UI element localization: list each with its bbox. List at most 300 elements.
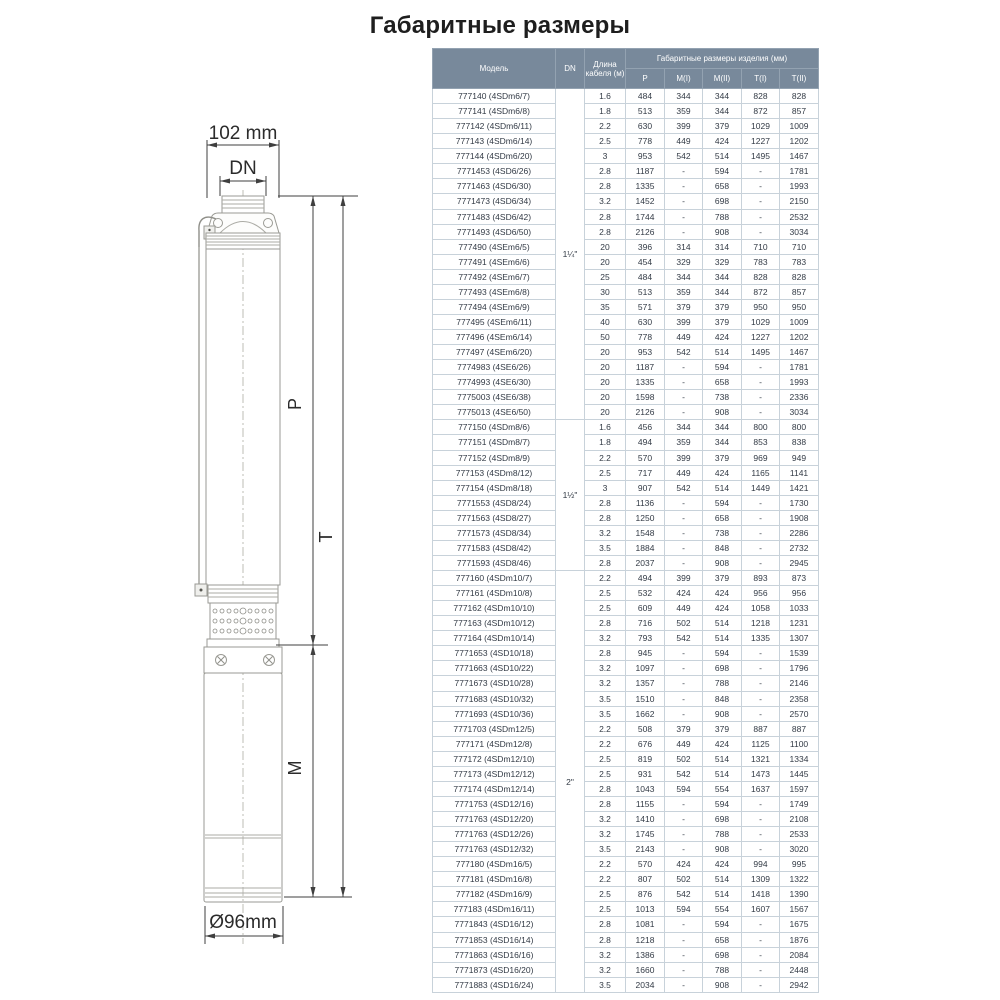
cell-value: 396 bbox=[626, 239, 665, 254]
cell-value: 716 bbox=[626, 616, 665, 631]
cell-value: - bbox=[742, 510, 780, 525]
cell-value: - bbox=[665, 977, 703, 992]
cell-value: 508 bbox=[626, 721, 665, 736]
table-row bbox=[433, 194, 819, 209]
cell-value: 1029 bbox=[742, 119, 780, 134]
cell-value: 2037 bbox=[626, 555, 665, 570]
cell-model: 7774993 (4SE6/30) bbox=[433, 375, 556, 390]
cell-value: - bbox=[742, 209, 780, 224]
cell-value: 1155 bbox=[626, 796, 665, 811]
cell-value: 2358 bbox=[780, 691, 819, 706]
table-row bbox=[433, 330, 819, 345]
cell-cable-length: 3.2 bbox=[585, 194, 626, 209]
table-row bbox=[433, 887, 819, 902]
cell-value: - bbox=[742, 405, 780, 420]
page-title: Габаритные размеры bbox=[369, 12, 631, 39]
cell-value: 1141 bbox=[780, 465, 819, 480]
table-row bbox=[433, 435, 819, 450]
cell-value: - bbox=[742, 555, 780, 570]
header-sub-0: P bbox=[626, 69, 665, 89]
cell-value: - bbox=[665, 510, 703, 525]
cell-value: 1335 bbox=[742, 631, 780, 646]
cell-value: 1597 bbox=[780, 781, 819, 796]
cell-value: - bbox=[742, 360, 780, 375]
table-row bbox=[433, 571, 819, 586]
cell-value: 893 bbox=[742, 571, 780, 586]
cell-value: 1637 bbox=[742, 781, 780, 796]
cell-model: 7771473 (4SD6/34) bbox=[433, 194, 556, 209]
cell-value: 594 bbox=[665, 902, 703, 917]
cell-value: 2286 bbox=[780, 525, 819, 540]
cell-cable-length: 2.8 bbox=[585, 510, 626, 525]
cell-value: - bbox=[742, 375, 780, 390]
table-row bbox=[433, 932, 819, 947]
cell-value: 344 bbox=[703, 284, 742, 299]
cell-value: 554 bbox=[703, 902, 742, 917]
cell-value: 872 bbox=[742, 104, 780, 119]
cell-value: 514 bbox=[703, 345, 742, 360]
dim-port-label: DN bbox=[229, 158, 257, 179]
cell-cable-length: 2.5 bbox=[585, 601, 626, 616]
cell-cable-length: 2.8 bbox=[585, 796, 626, 811]
cell-value: 738 bbox=[703, 390, 742, 405]
cell-value: 1357 bbox=[626, 676, 665, 691]
table-row bbox=[433, 104, 819, 119]
cell-cable-length: 2.5 bbox=[585, 465, 626, 480]
cell-value: 788 bbox=[703, 209, 742, 224]
cell-value: 828 bbox=[742, 89, 780, 104]
cell-model: 777180 (4SDm16/5) bbox=[433, 857, 556, 872]
cell-value: 359 bbox=[665, 104, 703, 119]
cell-value: - bbox=[665, 525, 703, 540]
cell-value: - bbox=[665, 917, 703, 932]
cell-value: 514 bbox=[703, 149, 742, 164]
cell-cable-length: 20 bbox=[585, 239, 626, 254]
cell-value: 379 bbox=[665, 299, 703, 314]
cell-value: 1100 bbox=[780, 736, 819, 751]
cell-value: 379 bbox=[703, 119, 742, 134]
cell-model: 7771483 (4SD6/42) bbox=[433, 209, 556, 224]
cell-value: 1744 bbox=[626, 209, 665, 224]
cell-value: - bbox=[665, 676, 703, 691]
cell-value: 1993 bbox=[780, 179, 819, 194]
cell-model: 7771703 (4SDm12/5) bbox=[433, 721, 556, 736]
cell-value: 449 bbox=[665, 330, 703, 345]
table-row bbox=[433, 254, 819, 269]
cell-value: 658 bbox=[703, 179, 742, 194]
cell-value: 1662 bbox=[626, 706, 665, 721]
table-row bbox=[433, 119, 819, 134]
cell-value: 1467 bbox=[780, 345, 819, 360]
cell-value: 1730 bbox=[780, 495, 819, 510]
cell-value: 710 bbox=[780, 239, 819, 254]
cell-model: 777490 (4SEm6/5) bbox=[433, 239, 556, 254]
cell-value: 717 bbox=[626, 465, 665, 480]
cell-model: 777494 (4SEm6/9) bbox=[433, 299, 556, 314]
cell-value: 514 bbox=[703, 616, 742, 631]
table-row bbox=[433, 751, 819, 766]
cell-value: 379 bbox=[665, 721, 703, 736]
cell-value: 956 bbox=[742, 586, 780, 601]
cell-value: 594 bbox=[703, 360, 742, 375]
cell-model: 7775013 (4SE6/50) bbox=[433, 405, 556, 420]
cell-model: 777161 (4SDm10/8) bbox=[433, 586, 556, 601]
cell-value: 857 bbox=[780, 104, 819, 119]
cell-cable-length: 1.6 bbox=[585, 89, 626, 104]
cell-value: 484 bbox=[626, 89, 665, 104]
cell-value: 953 bbox=[626, 149, 665, 164]
cell-value: 828 bbox=[780, 269, 819, 284]
cell-value: 454 bbox=[626, 254, 665, 269]
cell-value: 594 bbox=[703, 796, 742, 811]
cell-value: 783 bbox=[780, 254, 819, 269]
cell-value: 1009 bbox=[780, 314, 819, 329]
cell-cable-length: 25 bbox=[585, 269, 626, 284]
table-row bbox=[433, 796, 819, 811]
cell-value: 1202 bbox=[780, 134, 819, 149]
cell-value: 554 bbox=[703, 781, 742, 796]
table-row bbox=[433, 314, 819, 329]
cell-value: 1452 bbox=[626, 194, 665, 209]
table-row bbox=[433, 857, 819, 872]
cell-value: 359 bbox=[665, 435, 703, 450]
cell-model: 777143 (4SDm6/14) bbox=[433, 134, 556, 149]
cell-value: 838 bbox=[780, 435, 819, 450]
cell-value: - bbox=[742, 932, 780, 947]
table-row bbox=[433, 375, 819, 390]
table-row bbox=[433, 616, 819, 631]
cell-value: 1607 bbox=[742, 902, 780, 917]
cell-value: 1567 bbox=[780, 902, 819, 917]
cell-value: 738 bbox=[703, 525, 742, 540]
cell-value: 344 bbox=[665, 420, 703, 435]
cell-value: 887 bbox=[780, 721, 819, 736]
header-sub-4: T(II) bbox=[780, 69, 819, 89]
cell-value: 1390 bbox=[780, 887, 819, 902]
cell-value: 1660 bbox=[626, 962, 665, 977]
cell-value: 698 bbox=[703, 194, 742, 209]
cell-value: 1218 bbox=[742, 616, 780, 631]
cell-model: 777173 (4SDm12/12) bbox=[433, 766, 556, 781]
cell-value: 1539 bbox=[780, 646, 819, 661]
cell-value: 2533 bbox=[780, 827, 819, 842]
cell-value: - bbox=[665, 540, 703, 555]
table-row bbox=[433, 601, 819, 616]
cell-value: 456 bbox=[626, 420, 665, 435]
dim-t-label: T bbox=[316, 531, 336, 543]
cell-value: 807 bbox=[626, 872, 665, 887]
cell-value: 514 bbox=[703, 872, 742, 887]
cell-model: 777152 (4SDm8/9) bbox=[433, 450, 556, 465]
cell-model: 7771563 (4SD8/27) bbox=[433, 510, 556, 525]
cell-value: 1013 bbox=[626, 902, 665, 917]
cell-value: 514 bbox=[703, 766, 742, 781]
cell-value: - bbox=[665, 947, 703, 962]
cell-cable-length: 1.8 bbox=[585, 435, 626, 450]
cell-value: 1202 bbox=[780, 330, 819, 345]
cell-value: 314 bbox=[665, 239, 703, 254]
cell-model: 777496 (4SEm6/14) bbox=[433, 330, 556, 345]
cell-model: 777492 (4SEm6/7) bbox=[433, 269, 556, 284]
cell-value: 542 bbox=[665, 480, 703, 495]
cell-value: 379 bbox=[703, 450, 742, 465]
cell-value: 449 bbox=[665, 736, 703, 751]
cell-value: 945 bbox=[626, 646, 665, 661]
cell-value: 956 bbox=[780, 586, 819, 601]
cell-value: 1335 bbox=[626, 179, 665, 194]
cell-cable-length: 30 bbox=[585, 284, 626, 299]
cell-value: 1418 bbox=[742, 887, 780, 902]
cell-value: 502 bbox=[665, 872, 703, 887]
table-row bbox=[433, 345, 819, 360]
cell-value: 1495 bbox=[742, 149, 780, 164]
cell-model: 7774983 (4SE6/26) bbox=[433, 360, 556, 375]
table-row bbox=[433, 706, 819, 721]
cell-model: 7771763 (4SD12/32) bbox=[433, 842, 556, 857]
table-row bbox=[433, 827, 819, 842]
cell-value: 1421 bbox=[780, 480, 819, 495]
cell-model: 7771493 (4SD6/50) bbox=[433, 224, 556, 239]
cell-value: 1473 bbox=[742, 766, 780, 781]
cell-cable-length: 50 bbox=[585, 330, 626, 345]
cell-value: 793 bbox=[626, 631, 665, 646]
header-sub-3: T(I) bbox=[742, 69, 780, 89]
cell-value: - bbox=[665, 164, 703, 179]
header-overall-dimensions: Габаритные размеры изделия (мм) bbox=[626, 49, 819, 69]
cell-value: 1410 bbox=[626, 812, 665, 827]
cell-value: 514 bbox=[703, 631, 742, 646]
table-row bbox=[433, 284, 819, 299]
cell-value: 950 bbox=[742, 299, 780, 314]
cell-cable-length: 3.5 bbox=[585, 540, 626, 555]
cell-value: 676 bbox=[626, 736, 665, 751]
cell-value: 1081 bbox=[626, 917, 665, 932]
cell-model: 7771453 (4SD6/26) bbox=[433, 164, 556, 179]
cell-value: 1033 bbox=[780, 601, 819, 616]
cell-value: 513 bbox=[626, 104, 665, 119]
cell-model: 7771763 (4SD12/20) bbox=[433, 812, 556, 827]
cell-model: 7771853 (4SD16/14) bbox=[433, 932, 556, 947]
table-row bbox=[433, 781, 819, 796]
cell-model: 7775003 (4SE6/38) bbox=[433, 390, 556, 405]
cell-value: 1449 bbox=[742, 480, 780, 495]
cell-cable-length: 2.8 bbox=[585, 932, 626, 947]
cell-value: 424 bbox=[703, 330, 742, 345]
cell-value: 1136 bbox=[626, 495, 665, 510]
cell-value: 594 bbox=[665, 781, 703, 796]
cell-value: 449 bbox=[665, 601, 703, 616]
cell-value: 2126 bbox=[626, 224, 665, 239]
cell-cable-length: 3.5 bbox=[585, 842, 626, 857]
table-row bbox=[433, 224, 819, 239]
pump-dimensional-drawing bbox=[170, 108, 400, 970]
cell-value: 594 bbox=[703, 917, 742, 932]
table-row bbox=[433, 360, 819, 375]
cell-value: - bbox=[665, 375, 703, 390]
cell-value: 2084 bbox=[780, 947, 819, 962]
cell-value: 1334 bbox=[780, 751, 819, 766]
cell-value: 542 bbox=[665, 345, 703, 360]
cell-value: 788 bbox=[703, 962, 742, 977]
cell-cable-length: 2.8 bbox=[585, 646, 626, 661]
cell-value: 484 bbox=[626, 269, 665, 284]
table-row bbox=[433, 299, 819, 314]
cell-value: 494 bbox=[626, 571, 665, 586]
cell-cable-length: 1.8 bbox=[585, 104, 626, 119]
cell-value: 907 bbox=[626, 480, 665, 495]
table-row bbox=[433, 917, 819, 932]
cell-value: - bbox=[742, 962, 780, 977]
cell-model: 777144 (4SDm6/20) bbox=[433, 149, 556, 164]
table-row bbox=[433, 555, 819, 570]
cell-cable-length: 2.8 bbox=[585, 917, 626, 932]
cell-model: 777151 (4SDm8/7) bbox=[433, 435, 556, 450]
cell-model: 777150 (4SDm8/6) bbox=[433, 420, 556, 435]
cell-cable-length: 3.2 bbox=[585, 962, 626, 977]
cell-value: 424 bbox=[703, 465, 742, 480]
cell-value: - bbox=[742, 977, 780, 992]
cell-value: - bbox=[665, 812, 703, 827]
header-cable-length: Длина кабеля (м) bbox=[585, 49, 626, 89]
cell-value: 449 bbox=[665, 465, 703, 480]
cell-cable-length: 2.5 bbox=[585, 751, 626, 766]
cell-cable-length: 2.8 bbox=[585, 781, 626, 796]
cell-value: 532 bbox=[626, 586, 665, 601]
cell-value: 379 bbox=[703, 721, 742, 736]
cell-value: - bbox=[742, 676, 780, 691]
cell-model: 7771863 (4SD16/16) bbox=[433, 947, 556, 962]
cell-cable-length: 2.2 bbox=[585, 721, 626, 736]
cell-value: 1598 bbox=[626, 390, 665, 405]
table-row bbox=[433, 721, 819, 736]
cell-value: - bbox=[665, 827, 703, 842]
cell-value: 594 bbox=[703, 646, 742, 661]
cell-value: 542 bbox=[665, 631, 703, 646]
table-row bbox=[433, 209, 819, 224]
cell-value: 710 bbox=[742, 239, 780, 254]
cell-model: 777497 (4SEm6/20) bbox=[433, 345, 556, 360]
cell-value: 1231 bbox=[780, 616, 819, 631]
cell-model: 7771653 (4SD10/18) bbox=[433, 646, 556, 661]
cell-model: 777172 (4SDm12/10) bbox=[433, 751, 556, 766]
cell-value: 344 bbox=[703, 269, 742, 284]
cell-value: 1876 bbox=[780, 932, 819, 947]
cell-value: - bbox=[665, 405, 703, 420]
cell-value: 379 bbox=[703, 299, 742, 314]
cell-value: 949 bbox=[780, 450, 819, 465]
cell-value: - bbox=[665, 706, 703, 721]
cell-cable-length: 3.2 bbox=[585, 525, 626, 540]
cell-value: - bbox=[742, 706, 780, 721]
cell-value: 1043 bbox=[626, 781, 665, 796]
cell-value: 344 bbox=[703, 104, 742, 119]
cell-value: 953 bbox=[626, 345, 665, 360]
table-row bbox=[433, 812, 819, 827]
cell-cable-length: 3.2 bbox=[585, 827, 626, 842]
cell-cable-length: 20 bbox=[585, 254, 626, 269]
table-row bbox=[433, 631, 819, 646]
header-model: Модель bbox=[433, 49, 556, 89]
intake-screen bbox=[207, 603, 279, 647]
cell-value: 594 bbox=[703, 495, 742, 510]
cell-value: 1467 bbox=[780, 149, 819, 164]
cell-cable-length: 2.8 bbox=[585, 555, 626, 570]
cell-value: 1445 bbox=[780, 766, 819, 781]
cell-value: 853 bbox=[742, 435, 780, 450]
cell-cable-length: 3.2 bbox=[585, 676, 626, 691]
cell-value: 1908 bbox=[780, 510, 819, 525]
cell-value: 908 bbox=[703, 842, 742, 857]
cell-value: - bbox=[742, 495, 780, 510]
cell-value: - bbox=[742, 540, 780, 555]
header-dn: DN bbox=[556, 49, 585, 89]
cell-value: 873 bbox=[780, 571, 819, 586]
cell-model: 777174 (4SDm12/14) bbox=[433, 781, 556, 796]
cell-value: 514 bbox=[703, 480, 742, 495]
cell-value: 1548 bbox=[626, 525, 665, 540]
cell-value: 2034 bbox=[626, 977, 665, 992]
cell-value: 931 bbox=[626, 766, 665, 781]
cell-value: 908 bbox=[703, 706, 742, 721]
cell-cable-length: 3.2 bbox=[585, 661, 626, 676]
cell-value: 344 bbox=[703, 435, 742, 450]
cell-value: - bbox=[742, 691, 780, 706]
cell-model: 7771883 (4SD16/24) bbox=[433, 977, 556, 992]
cell-model: 777153 (4SDm8/12) bbox=[433, 465, 556, 480]
cell-model: 777162 (4SDm10/10) bbox=[433, 601, 556, 616]
cell-value: 848 bbox=[703, 540, 742, 555]
cell-cable-length: 2.2 bbox=[585, 857, 626, 872]
cell-model: 7771673 (4SD10/28) bbox=[433, 676, 556, 691]
table-row bbox=[433, 465, 819, 480]
cell-model: 777181 (4SDm16/8) bbox=[433, 872, 556, 887]
cell-cable-length: 2.8 bbox=[585, 495, 626, 510]
table-row bbox=[433, 164, 819, 179]
cell-model: 7771843 (4SD16/12) bbox=[433, 917, 556, 932]
cell-value: 1187 bbox=[626, 164, 665, 179]
table-row bbox=[433, 495, 819, 510]
cell-value: 1675 bbox=[780, 917, 819, 932]
cell-cable-length: 3.5 bbox=[585, 691, 626, 706]
cell-cable-length: 2.5 bbox=[585, 134, 626, 149]
cell-value: 399 bbox=[665, 450, 703, 465]
cell-value: 1058 bbox=[742, 601, 780, 616]
cell-value: 424 bbox=[703, 134, 742, 149]
cell-value: 542 bbox=[665, 149, 703, 164]
cell-value: 449 bbox=[665, 134, 703, 149]
table-row bbox=[433, 405, 819, 420]
cell-value: 329 bbox=[703, 254, 742, 269]
cell-value: 570 bbox=[626, 450, 665, 465]
cell-value: - bbox=[742, 179, 780, 194]
cell-value: 570 bbox=[626, 857, 665, 872]
cell-value: 2143 bbox=[626, 842, 665, 857]
cell-cable-length: 20 bbox=[585, 390, 626, 405]
table-row bbox=[433, 540, 819, 555]
cell-value: 1495 bbox=[742, 345, 780, 360]
dim-m-label: M bbox=[285, 760, 305, 776]
cell-value: 1227 bbox=[742, 330, 780, 345]
cell-cable-length: 20 bbox=[585, 345, 626, 360]
cell-value: 658 bbox=[703, 932, 742, 947]
cell-value: 1250 bbox=[626, 510, 665, 525]
cell-value: 2146 bbox=[780, 676, 819, 691]
table-row bbox=[433, 239, 819, 254]
cell-value: - bbox=[665, 495, 703, 510]
cell-value: 1335 bbox=[626, 375, 665, 390]
cell-value: 424 bbox=[665, 857, 703, 872]
cell-value: - bbox=[665, 646, 703, 661]
